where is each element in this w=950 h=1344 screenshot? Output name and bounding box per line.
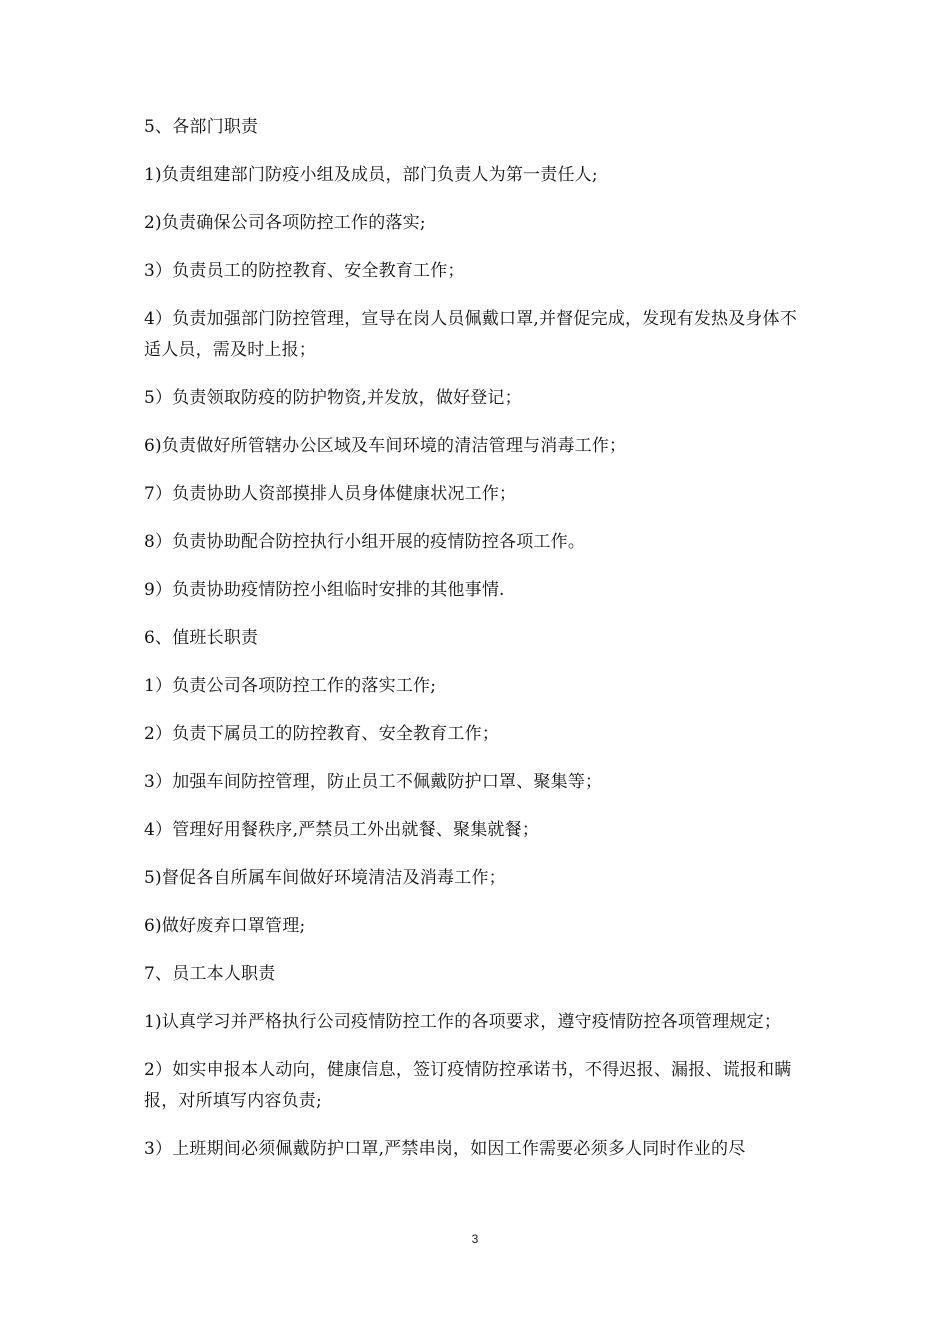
- paragraph-line: 4）管理好用餐秩序,严禁员工外出就餐、聚集就餐；: [144, 820, 540, 840]
- paragraph-line: 1)认真学习并严格执行公司疫情防控工作的各项要求，遵守疫情防控各项管理规定；: [144, 1012, 782, 1032]
- document-body: [144, 112, 814, 1182]
- paragraph-line: 2）负责下属员工的防控教育、安全教育工作；: [144, 724, 500, 744]
- paragraph-line: 8）负责协助配合防控执行小组开展的疫情防控各项工作。: [144, 532, 586, 552]
- page-number: 3: [471, 1232, 479, 1246]
- paragraph-line: 7）负责协助人资部摸排人员身体健康状况工作；: [144, 484, 517, 504]
- paragraph-line: 3）加强车间防控管理，防止员工不佩戴防护口罩、聚集等；: [144, 772, 603, 792]
- paragraph-line: 3）上班期间必须佩戴防护口罩,严禁串岗，如因工作需要必须多人同时作业的尽: [144, 1139, 746, 1159]
- paragraph-line: 6)负责做好所管辖办公区域及车间环境的清洁管理与消毒工作；: [144, 436, 627, 456]
- paragraph-line: 4）负责加强部门防控管理，宣导在岗人员佩戴口罩,并督促完成，发现有发热及身体不适人员，需及时上报；: [144, 309, 798, 360]
- paragraph-line: 6)做好废弃口罩管理;: [144, 916, 306, 936]
- paragraph-line: 1）负责公司各项防控工作的落实工作;: [144, 676, 437, 696]
- section-heading-5: 5、各部门职责: [144, 117, 259, 137]
- paragraph-line: 3）负责员工的防控教育、安全教育工作；: [144, 261, 465, 281]
- section-heading-7: 7、员工本人职责: [144, 964, 276, 984]
- section-heading-6: 6、值班长职责: [144, 628, 259, 648]
- paragraph-line: 2)负责确保公司各项防控工作的落实;: [144, 213, 426, 233]
- paragraph-line: 5)督促各自所属车间做好环境清洁及消毒工作；: [144, 868, 506, 888]
- paragraph-line: 2）如实申报本人动向，健康信息，签订疫情防控承诺书，不得迟报、漏报、谎报和瞒报，对所填写内容负责;: [144, 1060, 792, 1111]
- paragraph-line: 9）负责协助疫情防控小组临时安排的其他事情.: [144, 580, 505, 600]
- paragraph-line: 5）负责领取防疫的防护物资,并发放，做好登记；: [144, 388, 522, 408]
- paragraph-line: 1)负责组建部门防疫小组及成员，部门负责人为第一责任人;: [144, 165, 598, 185]
